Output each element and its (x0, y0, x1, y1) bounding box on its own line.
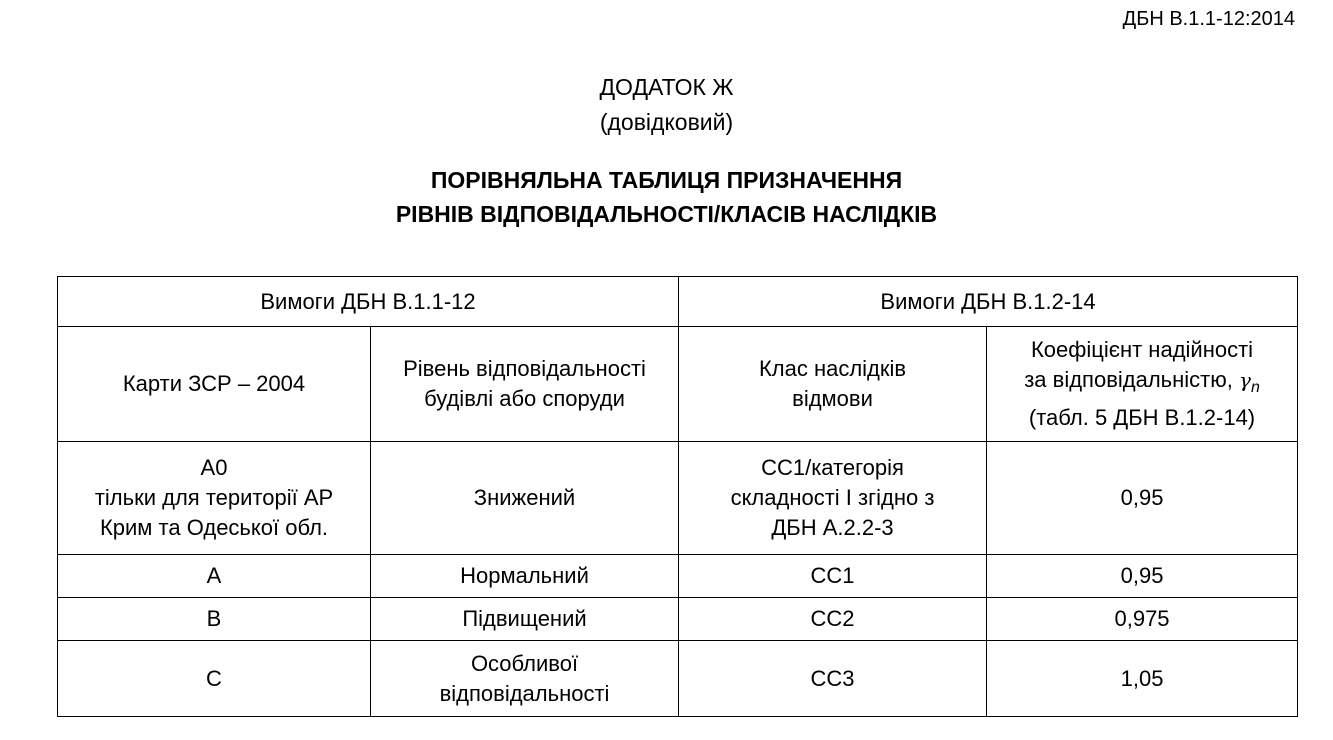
annex-title: ДОДАТОК Ж (599, 74, 734, 100)
table-row (58, 598, 1298, 641)
cell-coefficient: 0,95 (987, 555, 1298, 598)
group-header-dbn-v12: Вимоги ДБН В.1.2-14 (679, 277, 1298, 327)
cell-maps: В (58, 598, 371, 641)
cell-coefficient: 1,05 (987, 641, 1298, 717)
table-heading-line-1: ПОРІВНЯЛЬНА ТАБЛИЦЯ ПРИЗНАЧЕННЯ (430, 167, 903, 193)
group-header-dbn-v11: Вимоги ДБН В.1.1-12 (58, 277, 679, 327)
table-row (58, 641, 1298, 717)
table-row (58, 555, 1298, 598)
cell-responsibility-level: Особливої відповідальності (371, 641, 679, 717)
cell-maps: А (58, 555, 371, 598)
cell-responsibility-level: Підвищений (371, 598, 679, 641)
gamma-symbol: γ (1238, 368, 1251, 392)
cell-maps: С (58, 641, 371, 717)
gamma-subscript: n (1250, 379, 1260, 396)
column-header-consequence-class: Клас наслідків відмови (679, 327, 987, 442)
column-header-reliability-coefficient: Коефіцієнт надійності за відповідальністю, $\gamma_n$ (табл. 5 ДБН В.1.2-14) (987, 327, 1298, 442)
column-header-responsibility-level: Рівень відповідальності будівлі або споруди (371, 327, 679, 442)
cell-responsibility-level: Нормальний (371, 555, 679, 598)
cell-coefficient: 0,975 (987, 598, 1298, 641)
cell-consequence-class: СС1 (679, 555, 987, 598)
column-header-maps: Карти ЗСР – 2004 (58, 327, 371, 442)
table-heading-line-2: РІВНІВ ВІДПОВІДАЛЬНОСТІ/КЛАСІВ НАСЛІДКІВ (395, 201, 938, 227)
document-code: ДБН В.1.1-12:2014 (1122, 8, 1295, 30)
column-header-row (58, 327, 1298, 442)
table-heading (0, 163, 1333, 231)
table-row (58, 442, 1298, 555)
cell-responsibility-level: Знижений (371, 442, 679, 555)
cell-maps: А0 тільки для території АР Крим та Одеської обл. (58, 442, 371, 555)
annex-subtitle: (довідковий) (599, 109, 734, 135)
comparison-table (57, 276, 1298, 717)
cell-consequence-class: СС3 (679, 641, 987, 717)
cell-consequence-class: СС1/категорія складності І згідно з ДБН А.2.2-3 (679, 442, 987, 555)
cell-coefficient: 0,95 (987, 442, 1298, 555)
group-header-row (58, 277, 1298, 327)
cell-consequence-class: СС2 (679, 598, 987, 641)
